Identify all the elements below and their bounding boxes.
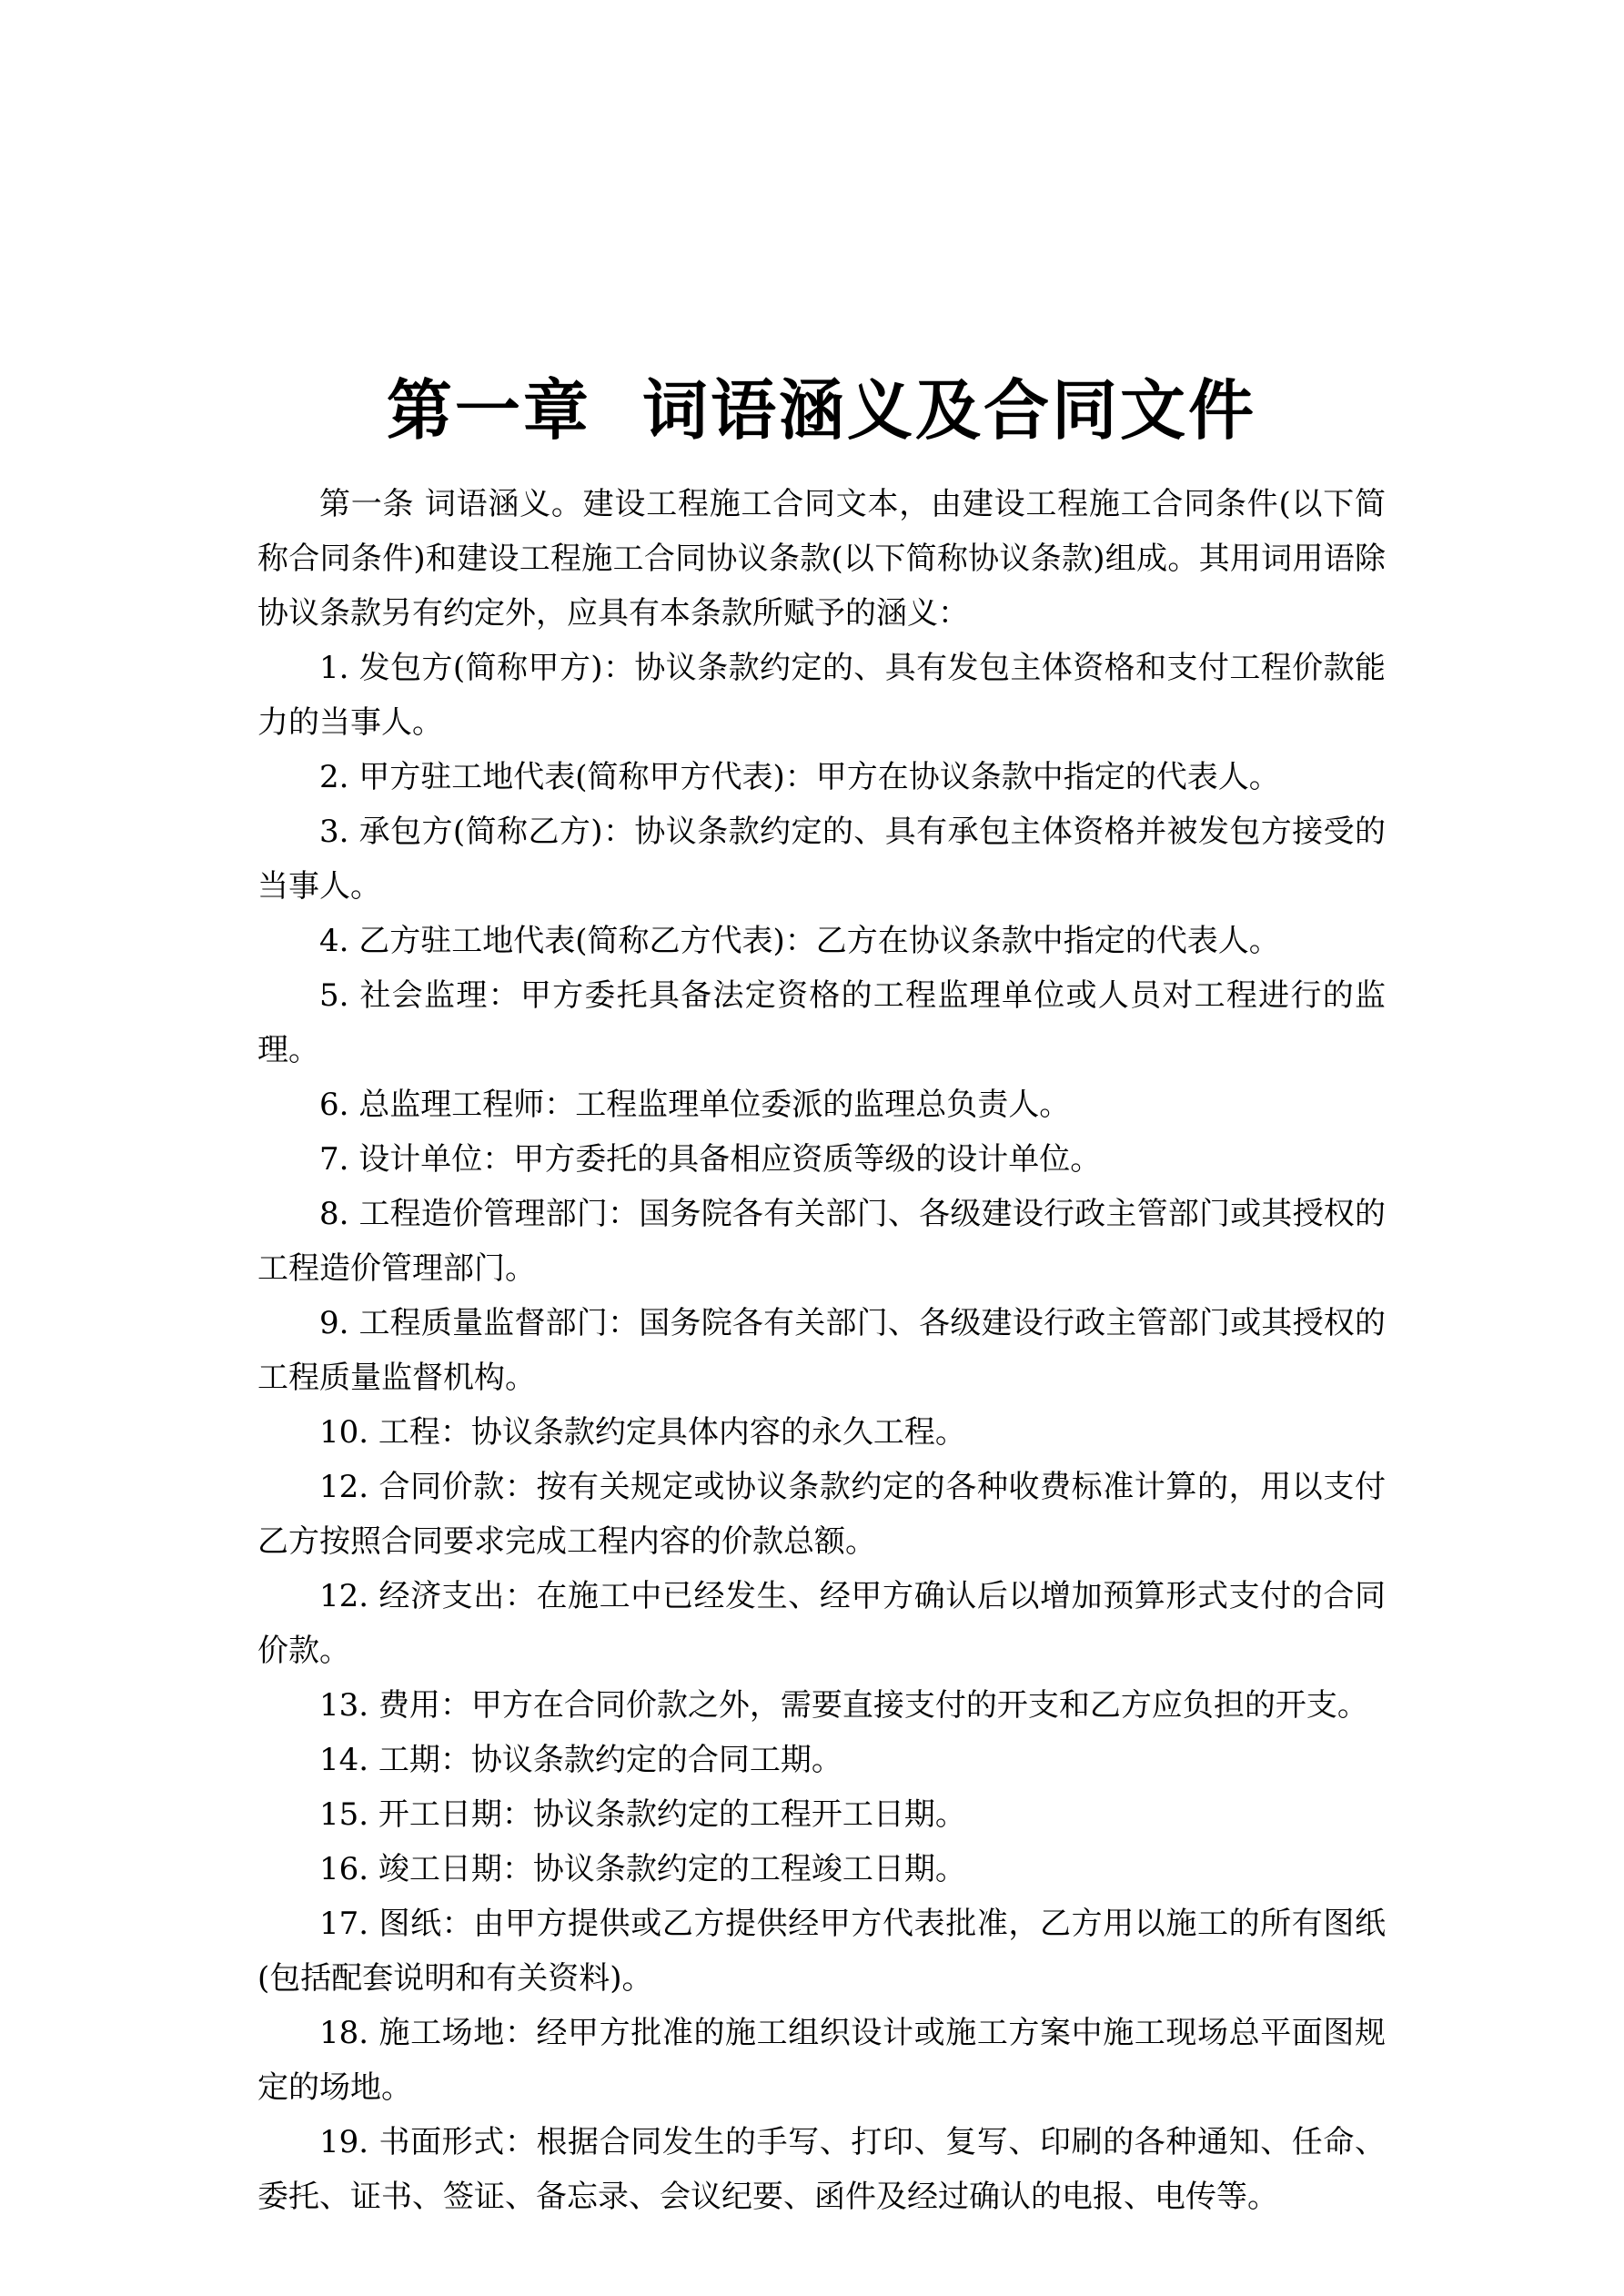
definition-item: 13. 费用：甲方在合同价款之外，需要直接支付的开支和乙方应负担的开支。: [319, 1687, 1368, 1725]
definition-item: 1. 发包方(简称甲方)：协议条款约定的、具有发包主体资格和支付工程价款能力的当事人。: [257, 650, 1386, 742]
definition-item: 3. 承包方(简称乙方)：协议条款约定的、具有承包主体资格并被发包方接受的当事人。: [257, 814, 1386, 905]
definition-item: 18. 施工场地：经甲方批准的施工组织设计或施工方案中施工现场总平面图规定的场地。: [257, 2015, 1386, 2107]
definition-item: 5. 社会监理：甲方委托具备法定资格的工程监理单位或人员对工程进行的监理。: [257, 977, 1386, 1069]
definition-item: 15. 开工日期：协议条款约定的工程开工日期。: [319, 1796, 966, 1834]
definition-item: 19. 书面形式：根据合同发生的手写、打印、复写、印刷的各种通知、任命、委托、证书、签证、备忘录、会议纪要、函件及经过确认的电报、电传等。: [257, 2124, 1386, 2216]
definition-item: 12. 经济支出：在施工中已经发生、经甲方确认后以增加预算形式支付的合同价款。: [257, 1578, 1386, 1670]
definition-item: 7. 设计单位：甲方委托的具备相应资质等级的设计单位。: [319, 1141, 1102, 1178]
definition-item: 6. 总监理工程师：工程监理单位委派的监理总负责人。: [319, 1087, 1071, 1124]
definition-item: 9. 工程质量监督部门：国务院各有关部门、各级建设行政主管部门或其授权的工程质量监督机构。: [257, 1305, 1386, 1397]
definition-item: 16. 竣工日期：协议条款约定的工程竣工日期。: [319, 1851, 966, 1888]
chapter-body: [257, 477, 1386, 2224]
definition-item: 8. 工程造价管理部门：国务院各有关部门、各级建设行政主管部门或其授权的工程造价管理部门。: [257, 1196, 1386, 1288]
definition-item: 14. 工期：协议条款约定的合同工期。: [319, 1742, 842, 1779]
definition-item: 17. 图纸：由甲方提供或乙方提供经甲方代表批准，乙方用以施工的所有图纸(包括配套说明和有关资料)。: [257, 1906, 1386, 1998]
definition-item: 2. 甲方驻工地代表(简称甲方代表)：甲方在协议条款中指定的代表人。: [319, 759, 1280, 796]
clause-intro-paragraph: 第一条 词语涵义。建设工程施工合同文本，由建设工程施工合同条件(以下简称合同条件)和建设工程施工合同协议条款(以下简称协议条款)组成。其用词用语除协议条款另有约定外，应具有本条款所赋予的涵义：: [257, 486, 1386, 632]
definition-item: 12. 合同价款：按有关规定或协议条款约定的各种收费标准计算的，用以支付乙方按照合同要求完成工程内容的价款总额。: [257, 1469, 1386, 1561]
chapter-title: 第一章 词语涵义及合同文件: [386, 372, 1257, 449]
definition-item: 10. 工程：协议条款约定具体内容的永久工程。: [319, 1414, 966, 1451]
definition-item: 4. 乙方驻工地代表(简称乙方代表)：乙方在协议条款中指定的代表人。: [319, 923, 1280, 960]
